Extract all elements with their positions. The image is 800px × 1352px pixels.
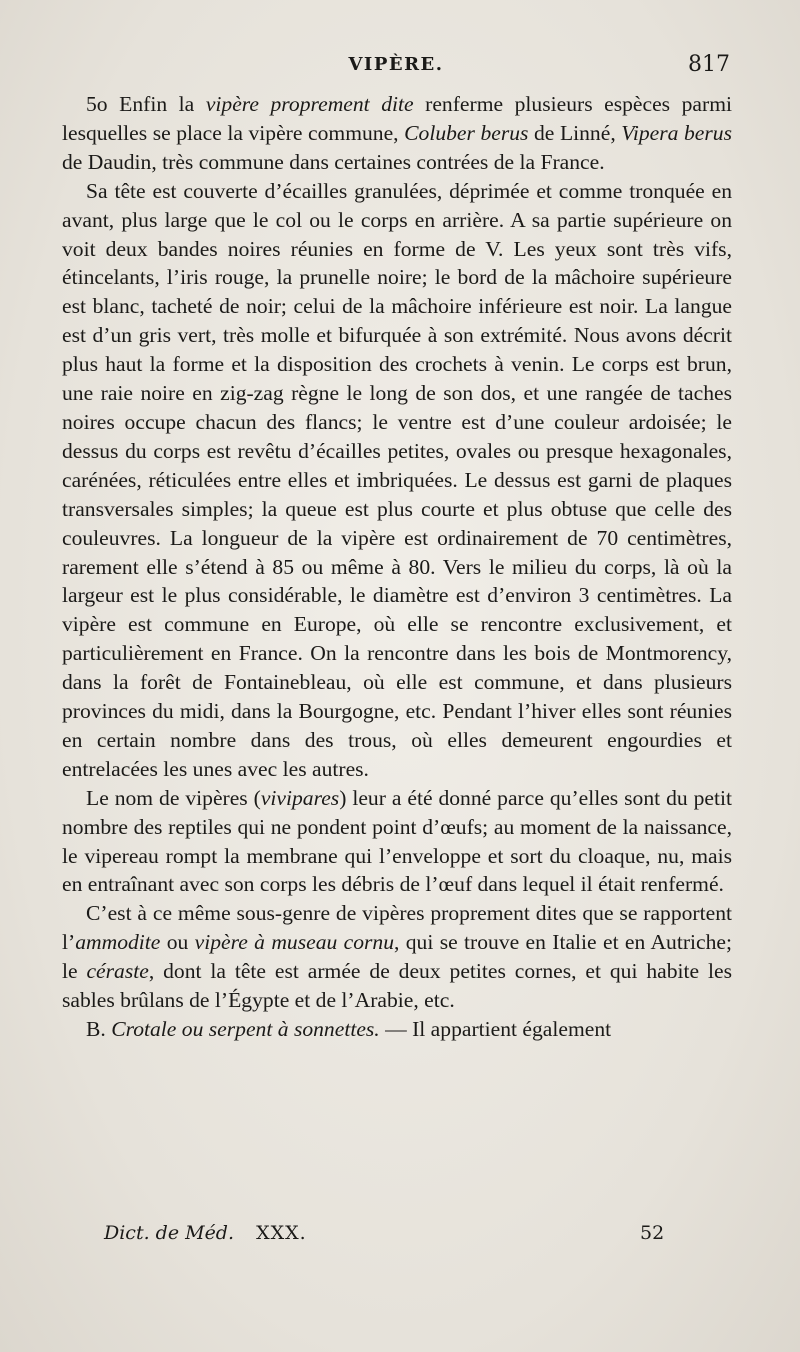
italic-term: Coluber berus: [404, 120, 529, 145]
text-run: B.: [86, 1017, 112, 1041]
signature-number: 52: [640, 1222, 665, 1244]
paragraph-species: [62, 90, 732, 177]
paragraph-vivipares: [62, 784, 732, 900]
text-run: , qui se trouve en Italie et en Autriche; le: [62, 930, 733, 984]
page-footer: [62, 1222, 730, 1248]
running-title: VIPÈRE.: [348, 54, 444, 75]
text-run: C’est à ce même sous-genre de vipères proprement dites que se rapportent l’: [62, 901, 732, 955]
text-run: — Il appartient également: [379, 1017, 612, 1041]
page-header: [62, 52, 730, 82]
italic-term: Crotale ou serpent à sonnettes.: [111, 1017, 380, 1041]
italic-term: ammodite: [75, 930, 161, 955]
paragraph-subgenus: [62, 899, 732, 1015]
italic-term: vivipares: [260, 785, 340, 810]
printer-signature: [104, 1222, 307, 1244]
text-run: Sa tête est couverte d’écailles granulées, déprimée et comme tronquée en avant, plus large que le col ou le corps en arrière. A sa partie supérieure on voit deux bandes noires réunies en forme de V. Les yeux sont très vifs, étincelants, l’iris rouge, la prunelle noire; le bord de la mâchoire supérieure est blanc, tacheté de noir; celui de la mâchoire inférieure est noir. La langue est d’un gris vert, très molle et bifurquée à son extrémité. Nous avons décrit plus haut la forme et la disposition des crochets à venin. Le corps est brun, une raie noire en zig-zag règne le long de son dos, et une rangée de taches noires occupe chacun des flancs; le ventre est d’une couleur ardoisée; le dessus du corps est revêtu d’écailles petites, ovales ou presque hexagonales, carénées, réticulées entre elles et imbriquées. Le dessus est garni de plaques transversales simples; la queue est plus courte et plus obtuse que celle des couleuvres. La longueur de la vipère est ordinairement de 70 centimètres, rarement elle s’étend à 85 ou même à 80. Vers le milieu du corps, là où la largeur est le plus considérable, le diamètre est d’environ 3 centimètres. La vipère est commune en Europe, où elle se rencontre exclusivement, et particulièrement en France. On la rencontre dans les bois de Montmorency, dans la forêt de Fontainebleau, où elle est commune, et dans plusieurs provinces du midi, dans la Bourgogne, etc. Pendant l’hiver elles sont réunies en certain nombre dans des trous, où elles demeurent engourdies et entrelacées les unes avec les autres.: [62, 178, 732, 781]
text-run: Le nom de vipères (: [86, 785, 261, 810]
italic-term: Vipera berus: [621, 120, 732, 145]
paragraph-crotale: [62, 1015, 732, 1044]
body-text: [62, 90, 732, 1044]
italic-term: vipère proprement dite: [205, 92, 414, 116]
text-run: 5o Enfin la: [86, 92, 206, 116]
italic-term: vipère à museau cornu: [194, 930, 395, 955]
text-run: renferme plusieurs espèces parmi lesquelles se place la vipère commune,: [62, 92, 733, 145]
page-number: 817: [688, 52, 730, 77]
text-run: de Linné,: [528, 120, 622, 145]
text-run: ) leur a été donné parce qu’elles sont du petit nombre des reptiles qui ne pondent point d’œufs; au moment de la naissance, le vipereau rompt la membrane qui l’enveloppe et sort du cloaque, nu, mais en entraînant avec son corps les débris de l’œuf dans lequel il était renfermé.: [62, 785, 732, 897]
text-run: ou: [160, 930, 195, 955]
signature-volume: XXX.: [256, 1222, 307, 1244]
italic-term: céraste: [86, 959, 149, 984]
signature-title: Dict. de Méd.: [104, 1222, 235, 1244]
text-run: de Daudin, très commune dans certaines contrées de la France.: [62, 149, 605, 174]
paragraph-description: [62, 177, 732, 784]
text-run: , dont la tête est armée de deux petites cornes, et qui habite les sables brûlans de l’Égypte et de l’Arabie, etc.: [62, 959, 732, 1013]
